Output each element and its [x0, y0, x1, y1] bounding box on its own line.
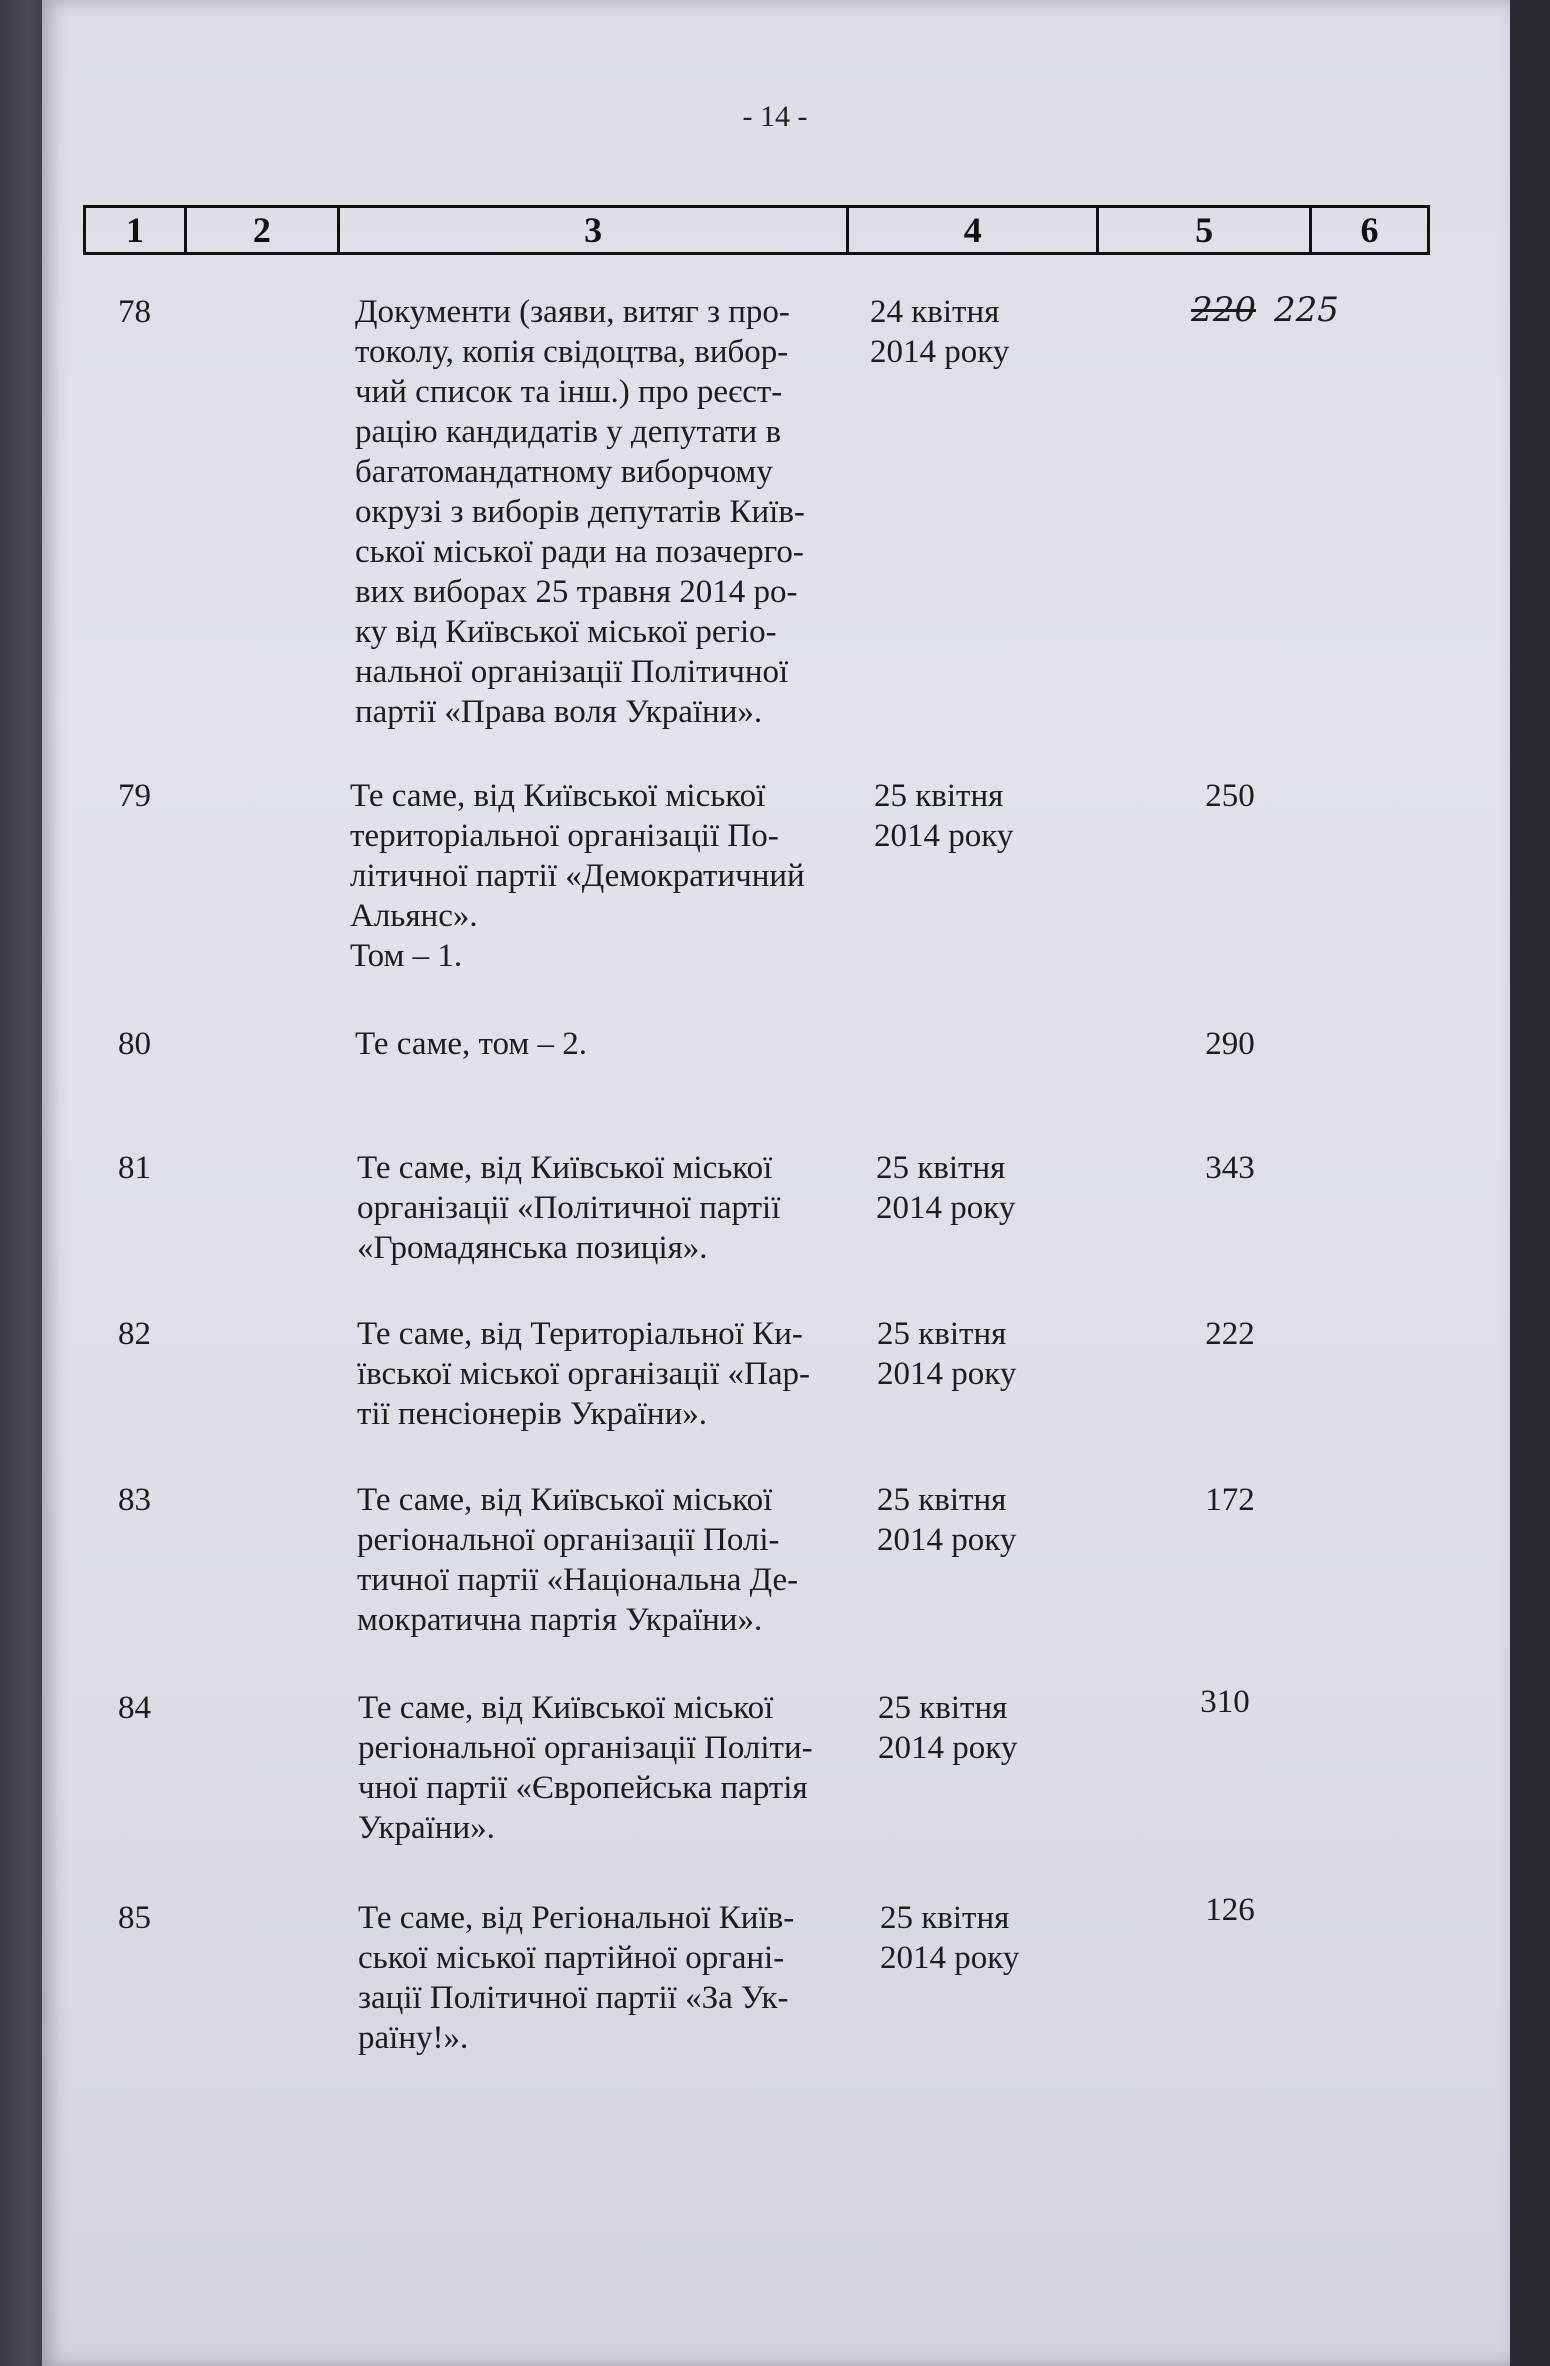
item-date: 25 квітня 2014 року [880, 1900, 1020, 1976]
item-description: Те саме, від Київської міської територіальної організації По- літичної партії «Демократичний Альянс». Том – 1. [350, 778, 805, 974]
item-sheets: 172 [1205, 1482, 1255, 1518]
item-number: 83 [118, 1482, 151, 1518]
page-number: - 14 - [742, 100, 808, 133]
item-date: 25 квітня 2014 року [877, 1482, 1017, 1558]
item-description: Те саме, том – 2. [355, 1026, 588, 1062]
item-sheets: 126 [1205, 1892, 1255, 1928]
item-sheets [1175, 290, 1355, 330]
column-header-6: 6 [1311, 207, 1429, 254]
item-number: 81 [118, 1150, 151, 1186]
item-date: 25 квітня 2014 року [876, 1150, 1016, 1226]
item-sheets: 290 [1205, 1026, 1255, 1062]
item-sheets: 222 [1205, 1316, 1255, 1352]
item-number: 78 [118, 294, 151, 330]
item-sheets: 250 [1205, 778, 1255, 814]
item-number: 85 [118, 1900, 151, 1936]
column-header-4: 4 [848, 207, 1098, 254]
item-number: 82 [118, 1316, 151, 1352]
struck-sheets-value: 220 [1191, 290, 1256, 330]
column-header-2: 2 [185, 207, 338, 254]
item-description: Те саме, від Регіональної Київ- ської міської партійної органі- зації Політичної партії «За Ук- раїну!». [358, 1900, 795, 2056]
item-description: Документи (заяви, витяг з про- токолу, копія свідоцтва, вибор- чий список та інш.) про реєст- рацію кандидатів у депутати в багатомандатному виборчому окрузі з виборів депутатів Київ- ської міської ради на позачерго- вих виборах 25 травня 2014 ро- ку від Київської міської регіо- нальної організації Політичної партії «Права воля України». [355, 294, 805, 730]
item-number: 79 [118, 778, 151, 814]
column-header-5: 5 [1098, 207, 1311, 254]
item-description: Те саме, від Київської міської організації «Політичної партії «Громадянська позиція». [357, 1150, 781, 1266]
item-number: 84 [118, 1690, 151, 1726]
item-date: 25 квітня 2014 року [878, 1690, 1018, 1766]
item-number: 80 [118, 1026, 151, 1062]
column-header-1: 1 [85, 207, 186, 254]
item-sheets: 343 [1205, 1150, 1255, 1186]
corrected-sheets-value: 225 [1274, 290, 1339, 330]
item-description: Те саме, від Київської міської регіональної організації Політи- чної партії «Європейська партія України». [358, 1690, 813, 1846]
item-date: 25 квітня 2014 року [874, 778, 1014, 854]
column-header-table [83, 205, 1430, 255]
item-sheets: 310 [1200, 1684, 1250, 1720]
item-date: 25 квітня 2014 року [877, 1316, 1017, 1392]
column-header-3: 3 [338, 207, 848, 254]
item-description: Те саме, від Територіальної Ки- ївської міської організації «Пар- тії пенсіонерів України». [357, 1316, 810, 1432]
item-date: 24 квітня 2014 року [870, 294, 1010, 370]
item-description: Те саме, від Київської міської регіональної організації Полі- тичної партії «Національна Де- мократична партія України». [357, 1482, 799, 1638]
